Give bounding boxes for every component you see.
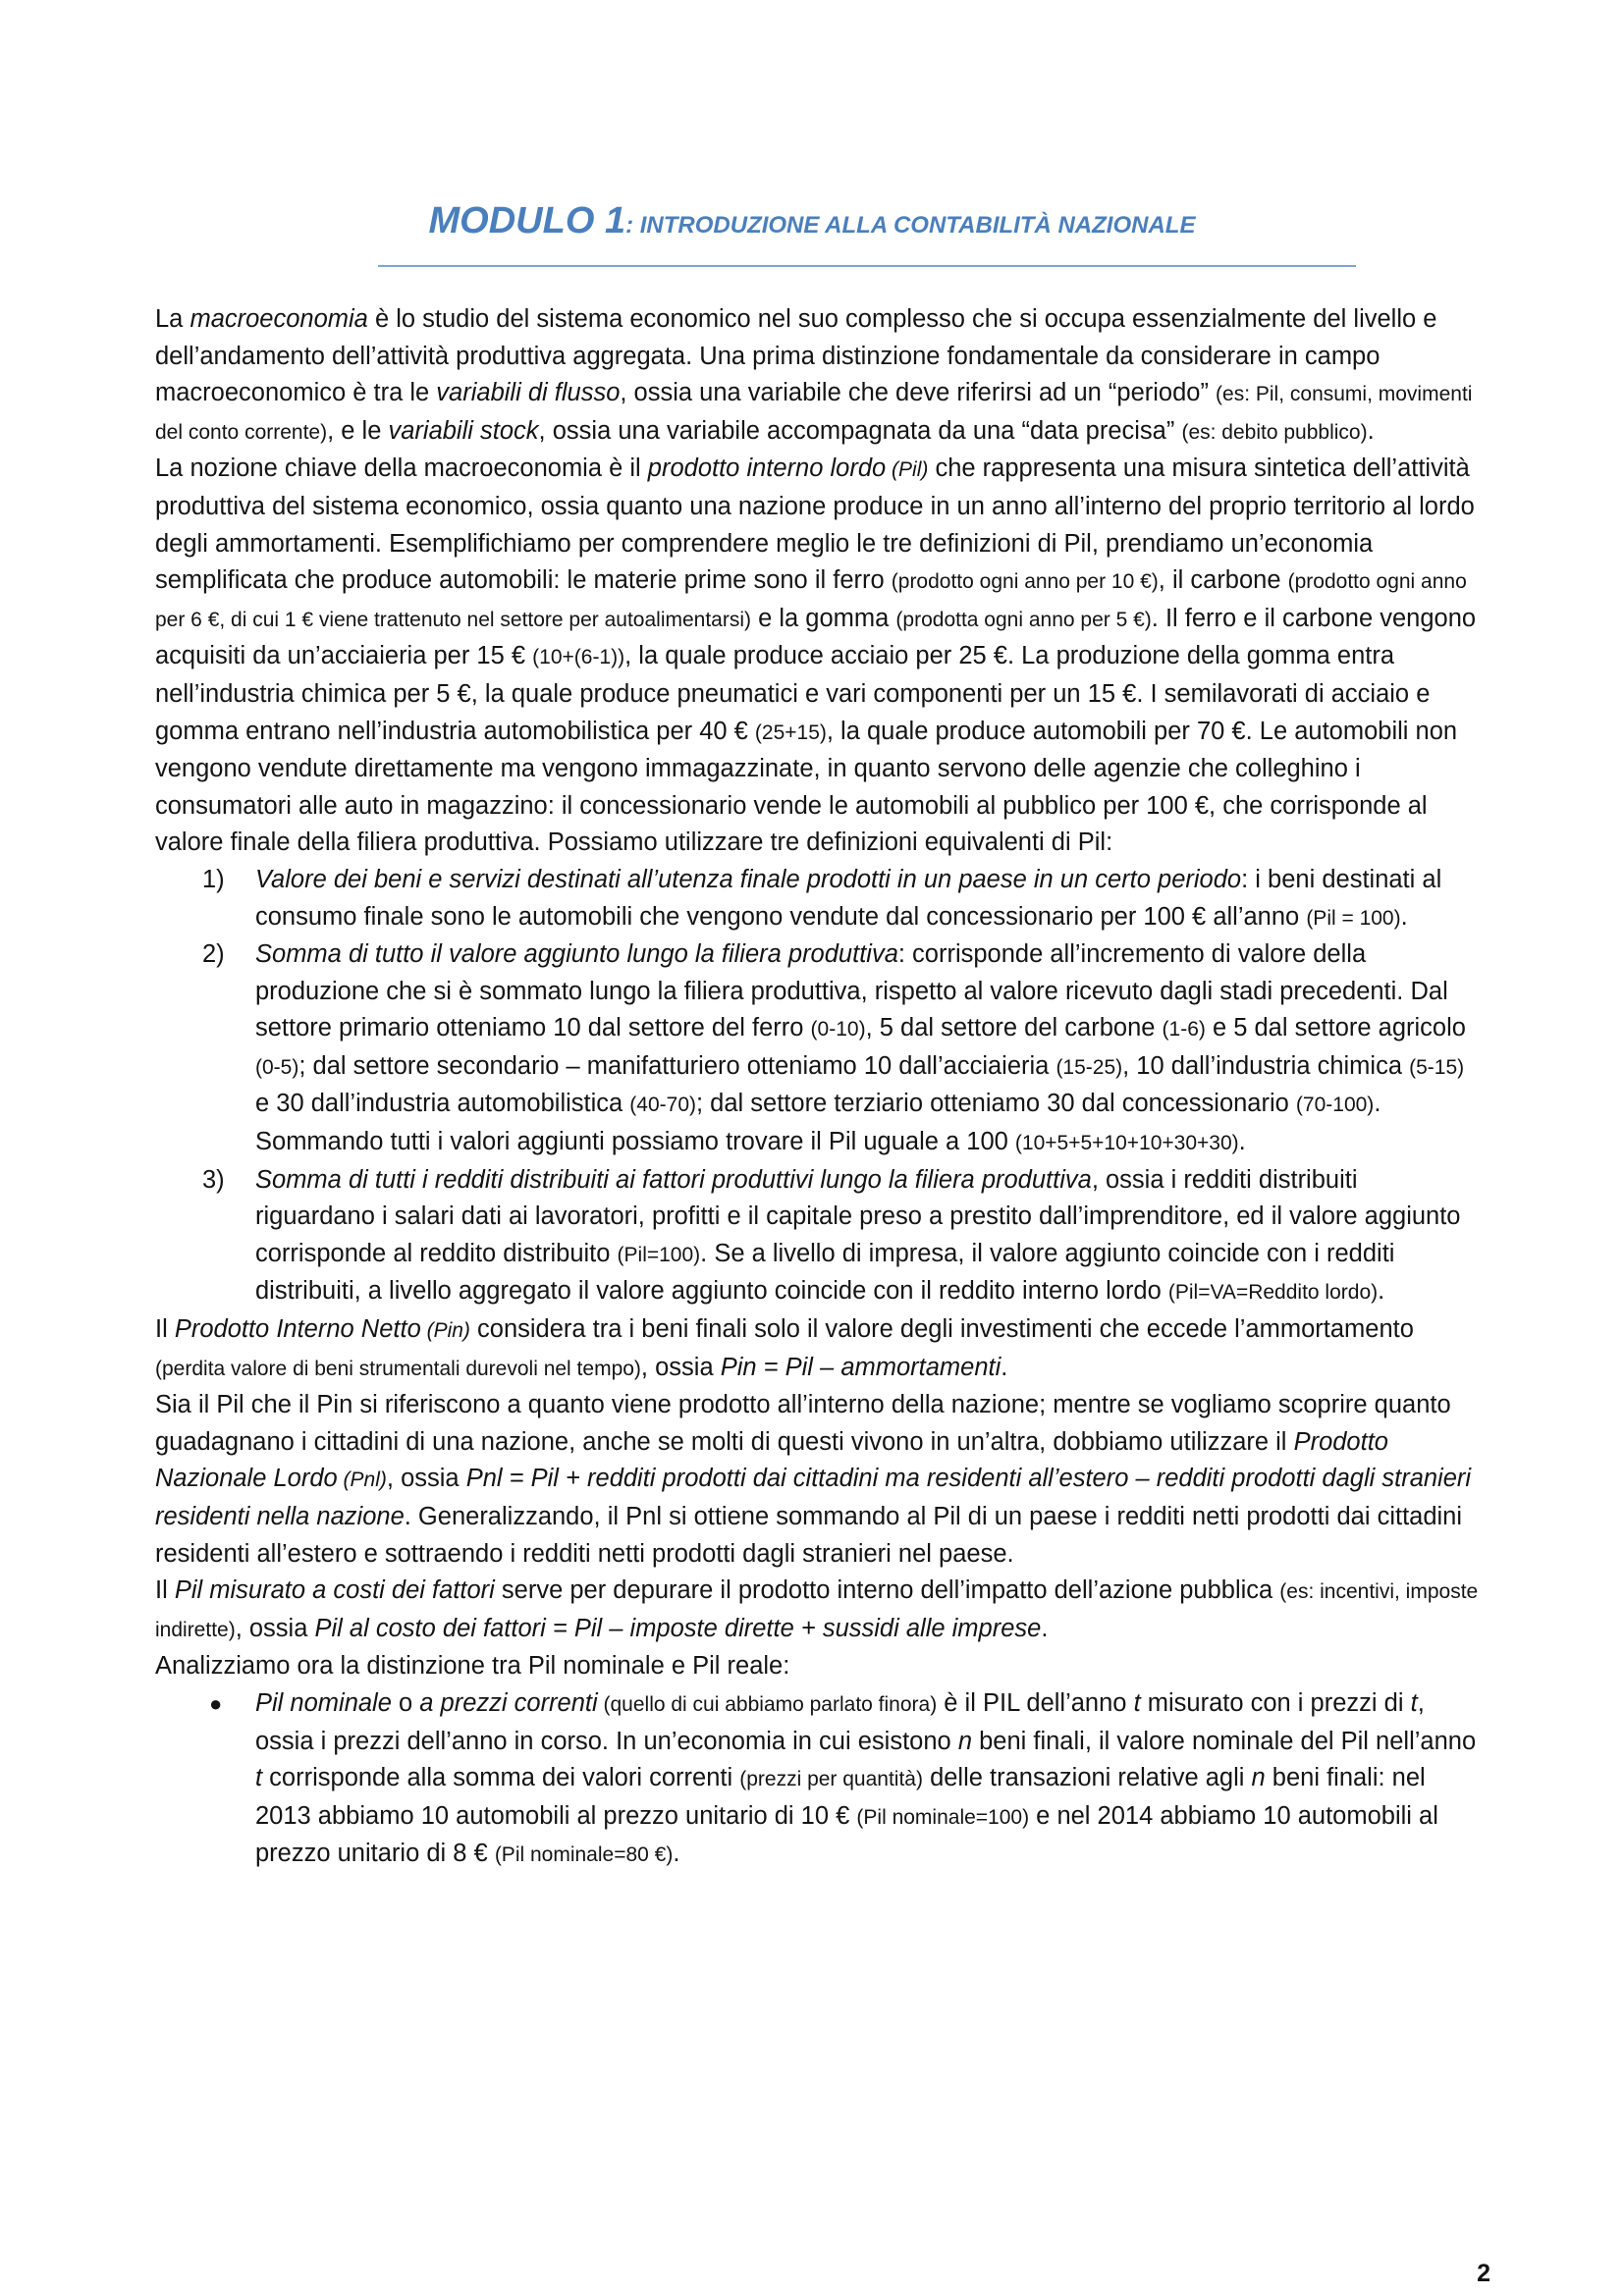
text: considera tra i beni finali solo il valore degli investimenti che eccede l’ammortamento [469, 1315, 1414, 1344]
list-marker: 1) [202, 865, 225, 893]
text: corrisponde alla somma dei valori correnti [262, 1764, 740, 1792]
small-note: (40-70) [629, 1094, 696, 1117]
text: . Sommando tutti i valori aggiunti possiamo trovare il Pil uguale a 100 [255, 1090, 1381, 1156]
text: , ossia una variabile che deve riferirsi ad un “periodo” [620, 379, 1217, 407]
text: è lo studio del sistema economico nel suo complesso che si occupa essenzialmente del livello e dell’andamento dell’attività produttiva aggregata. Una prima distinzione fondamentale da considerare in campo macroeconomico è tra le [155, 305, 1437, 407]
text: , ossia i redditi distribuiti riguardano i salari dati ai lavoratori, profitti e il capitale preso a prestito dall’imprenditore, ed il valore aggiunto corrisponde al reddito distribuito [255, 1165, 1461, 1267]
text: , 5 dal settore del carbone [865, 1014, 1163, 1042]
small-note: (15-25) [1056, 1055, 1123, 1079]
italic-term: Prodotto Nazionale Lordo [155, 1427, 1388, 1493]
small-note: (prezzi per quantità) [739, 1768, 923, 1791]
page-title [0, 200, 1624, 242]
text: è il PIL dell’anno [937, 1688, 1134, 1717]
text: e nel 2014 abbiamo 10 automobili al prezzo unitario di 8 € [255, 1801, 1438, 1868]
small-note: (Pil=100) [617, 1243, 701, 1266]
italic-var: n [957, 1727, 972, 1755]
text: misurato con i prezzi di [1140, 1688, 1411, 1717]
text: e 30 dall’industria automobilistica [255, 1090, 630, 1118]
small-note: (25+15) [754, 721, 827, 744]
text: . [1378, 1277, 1385, 1306]
text: , ossia [640, 1353, 721, 1381]
small-note: (70-100) [1295, 1094, 1375, 1117]
small-note: (1-6) [1162, 1018, 1206, 1041]
pil-definitions-list [155, 862, 1479, 1311]
text: Il [155, 1576, 175, 1605]
paragraph-pin [155, 1311, 1479, 1387]
small-note: (0-10) [810, 1018, 866, 1041]
text: che rappresenta una misura sintetica dell’attività produttiva del sistema economico, ossia quanto una nazione produce in un anno all’interno del proprio territorio al lordo degli ammortamenti. Esemplifichiamo per comprendere meglio le tre definizioni di Pil, prendiamo un’economia semplificata che produce automobili: le materie prime sono il ferro [155, 454, 1475, 595]
text: , ossia [386, 1465, 466, 1493]
italic-term: variabili stock [388, 416, 539, 445]
small-note: (perdita valore di beni strumentali durevoli nel tempo) [155, 1357, 641, 1380]
text: e la gomma [751, 604, 896, 632]
italic-term: macroeconomia [189, 305, 368, 333]
bullet-marker: ● [209, 1690, 223, 1716]
small-note: (prodotto ogni anno per 6 €, di cui 1 € viene trattenuto nel settore per autoalimentarsi) [155, 570, 1467, 631]
text: delle transazioni relative agli [922, 1764, 1252, 1792]
paragraph-nominale-reale [155, 1648, 1479, 1685]
italic-formula: Pin = Pil – ammortamenti [720, 1353, 1001, 1381]
italic-term: Prodotto Interno Netto [174, 1315, 421, 1344]
small-note: (es: debito pubblico) [1181, 420, 1368, 444]
text: beni finali: nel 2013 abbiamo 10 automobili al prezzo unitario di 10 € [255, 1764, 1426, 1830]
italic-var: t [255, 1764, 263, 1792]
document-body [155, 301, 1479, 1874]
small-note: (prodotto ogni anno per 10 €) [891, 570, 1159, 594]
text: , e le [327, 416, 389, 445]
text: . Se a livello di impresa, il valore aggiunto coincide con i redditi distribuiti, a livello aggregato il valore aggiunto coincide con il reddito interno lordo [255, 1239, 1395, 1306]
italic-formula: Pil al costo dei fattori = Pil – imposte dirette + sussidi alle imprese [314, 1614, 1042, 1642]
text: , 10 dall’industria chimica [1122, 1051, 1410, 1080]
italic-term: Somma di tutti i redditi distribuiti ai fattori produttivi lungo la filiera produttiva [255, 1165, 1092, 1194]
text: : i beni destinati al consumo finale sono le automobili che vengono vendute dal concessionario per 100 € all’anno [255, 865, 1442, 931]
text: , il carbone [1158, 566, 1288, 595]
text: , la quale produce acciaio per 25 €. La produzione della gomma entra nell’industria chimica per 5 €, la quale produce pneumatici e vari componenti per un 15 €. I semilavorati di acciaio e gomma entrano nell’industria automobilistica per 40 € [155, 642, 1431, 745]
title-main: MODULO 1 [428, 200, 626, 241]
italic-term: prodotto interno lordo [647, 454, 887, 483]
small-note: (es: incentivi, imposte indirette) [155, 1580, 1479, 1641]
list-item [155, 1162, 1479, 1311]
text: : corrisponde all’incremento di valore della produzione che si è sommato lungo la filiera produttiva, rispetto al valore ricevuto dagli stadi precedenti. Dal settore primario otteniamo 10 dal settore del ferro [255, 940, 1448, 1042]
small-note: (0-5) [255, 1055, 299, 1079]
small-note: (quello di cui abbiamo parlato finora) [597, 1692, 938, 1716]
text: e 5 dal settore agricolo [1205, 1014, 1466, 1042]
small-note: (Pil nominale=80 €) [494, 1843, 674, 1867]
list-marker: 2) [202, 940, 225, 969]
italic-term: Somma di tutto il valore aggiunto lungo la filiera produttiva [255, 940, 898, 969]
italic-var: t [1133, 1688, 1141, 1717]
text: serve per depurare il prodotto interno dell’impatto dell’azione pubblica [494, 1576, 1280, 1605]
text: beni finali, il valore nominale del Pil nell’anno [972, 1727, 1477, 1755]
text: , la quale produce automobili per 70 €. Le automobili non vengono vendute direttamente ma vengono immagazzinate, in quanto servono delle agenzie che colleghino i consumatori alle auto in magazzino: il concessionario vende le automobili al pubblico per 100 €, che corrisponde al valore finale della filiera produttiva. Possiamo utilizzare tre definizioni equivalenti di Pil: [155, 717, 1458, 857]
text: ; dal settore terziario otteniamo 30 dal concessionario [696, 1090, 1296, 1118]
text: . [1367, 416, 1375, 445]
small-note: (Pin) [420, 1319, 470, 1343]
text: . [1238, 1128, 1246, 1156]
paragraph-costo-fattori [155, 1573, 1479, 1648]
text: , ossia [235, 1614, 315, 1642]
list-item [155, 862, 1479, 936]
italic-term: a prezzi correnti [419, 1688, 598, 1717]
small-note: (5-15) [1409, 1055, 1465, 1079]
small-note: (Pil) [886, 458, 929, 482]
text: ; dal settore secondario – manifatturiero otteniamo 10 dall’acciaieria [298, 1051, 1056, 1080]
text: Analizziamo ora la distinzione tra Pil nominale e Pil reale: [155, 1652, 790, 1681]
small-note: (es: Pil, consumi, movimenti del conto corrente) [155, 383, 1473, 444]
page-number: 2 [1477, 2260, 1490, 2287]
text: , ossia i prezzi dell’anno in corso. In un’economia in cui esistono [255, 1688, 1425, 1755]
italic-formula: Pnl = Pil + redditi prodotti dai cittadini ma residenti all’estero – redditi prodotti dagli stranieri residenti nella nazione [155, 1465, 1472, 1530]
small-note: (Pnl) [337, 1468, 387, 1492]
text: La nozione chiave della macroeconomia è il [155, 454, 648, 483]
title-subtitle: : INTRODUZIONE ALLA CONTABILITÀ NAZIONALE [625, 212, 1196, 239]
small-note: (prodotta ogni anno per 5 €) [895, 608, 1152, 631]
italic-var: t [1410, 1688, 1418, 1717]
small-note: (10+5+5+10+10+30+30) [1014, 1132, 1239, 1155]
text: . [1001, 1353, 1008, 1381]
italic-term: variabili di flusso [436, 379, 621, 407]
text: La [155, 305, 190, 333]
italic-term: Pil nominale [255, 1688, 392, 1717]
paragraph-pnl [155, 1387, 1479, 1573]
pil-types-list [155, 1685, 1479, 1874]
small-note: (Pil=VA=Reddito lordo) [1167, 1281, 1379, 1305]
list-marker: 3) [202, 1165, 225, 1194]
text: . [1041, 1614, 1049, 1642]
text: . [673, 1840, 680, 1868]
paragraph-pil [155, 451, 1479, 862]
text: . Generalizzando, il Pnl si ottiene sommando al Pil di un paese i redditi netti prodotti dai cittadini residenti all’estero e sottraendo i redditi netti prodotti dagli stranieri nel paese. [155, 1503, 1463, 1568]
small-note: (10+(6-1)) [532, 646, 625, 669]
text: Sia il Pil che il Pin si riferiscono a quanto viene prodotto all’interno della nazione; mentre se vogliamo scoprire quanto guadagnano i cittadini di una nazione, anche se molti di questi vivono in un’altra, dobbiamo utilizzare il [155, 1391, 1451, 1456]
small-note: (Pil nominale=100) [856, 1805, 1030, 1829]
paragraph-macroeconomia [155, 301, 1479, 451]
small-note: (Pil = 100) [1306, 906, 1401, 930]
list-item [155, 936, 1479, 1162]
italic-term: Pil misurato a costi dei fattori [174, 1576, 495, 1605]
italic-var: n [1251, 1764, 1266, 1792]
text: . [1400, 902, 1408, 931]
text: Il [155, 1315, 175, 1344]
text: , ossia una variabile accompagnata da una “data precisa” [538, 416, 1182, 445]
title-underline [378, 265, 1356, 267]
list-item [155, 1685, 1479, 1874]
text: . Il ferro e il carbone vengono acquisiti da un’acciaieria per 15 € [155, 604, 1477, 670]
italic-term: Valore dei beni e servizi destinati all’utenza finale prodotti in un paese in un certo periodo [255, 865, 1242, 893]
text: o [391, 1688, 420, 1717]
